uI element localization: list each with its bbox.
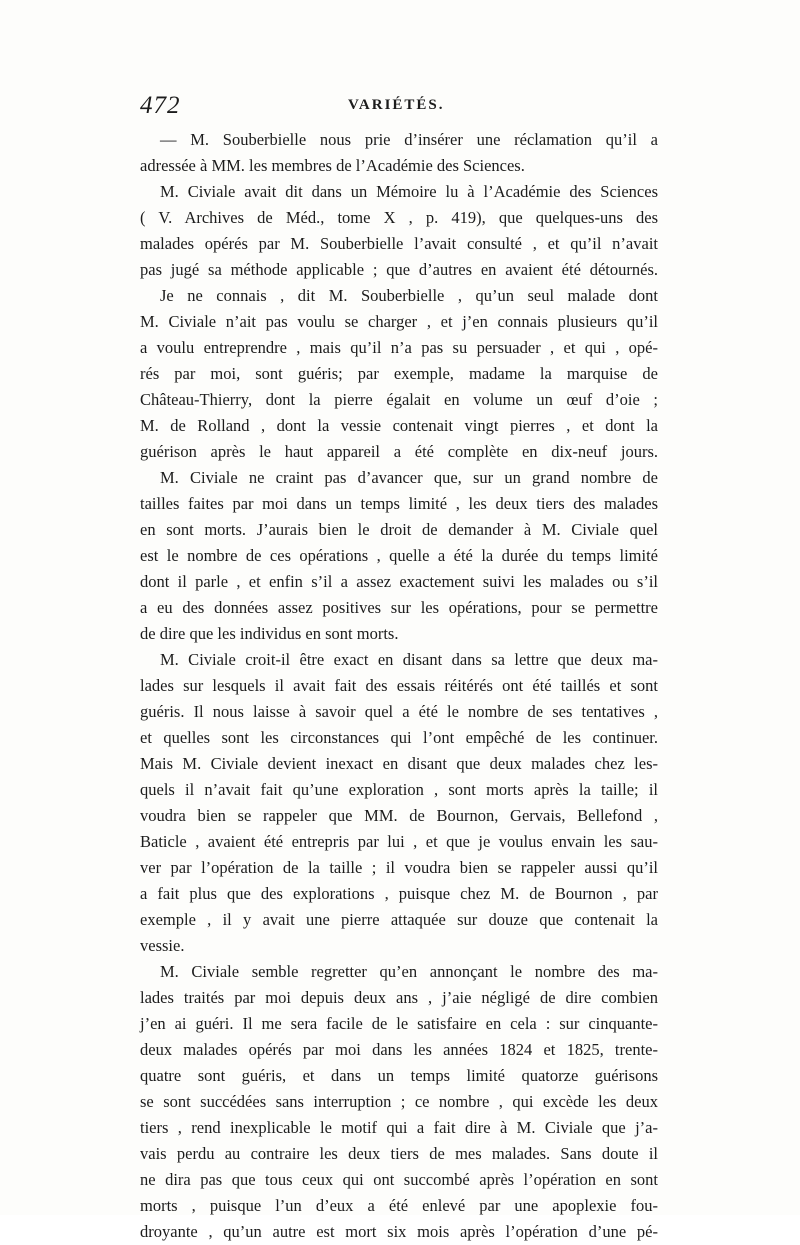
running-head: VARIÉTÉS. bbox=[348, 97, 445, 113]
text-line: exemple , il y avait une pierre attaquée sur douze que contenait la bbox=[140, 910, 658, 929]
text-line: M. Civiale n’ait pas voulu se charger , et j’en connais plusieurs qu’il bbox=[140, 312, 658, 331]
text-line: Château-Thierry, dont la pierre égalait en volume un œuf d’oie ; bbox=[140, 390, 658, 409]
text-line: a eu des données assez positives sur les opérations, pour se permettre bbox=[140, 598, 658, 617]
text-line: adressée à MM. les membres de l’Académie des Sciences. bbox=[140, 156, 525, 175]
text-line: a fait plus que des explorations , puisque chez M. de Bournon , par bbox=[140, 884, 658, 903]
text-line: se sont succédées sans interruption ; ce nombre , qui excède les deux bbox=[140, 1092, 658, 1111]
text-line: a voulu entreprendre , mais qu’il n’a pas su persuader , et qui , opé- bbox=[140, 338, 658, 357]
body-text bbox=[140, 127, 658, 1245]
text-line: — M. Souberbielle nous prie d’insérer une réclamation qu’il a bbox=[160, 130, 658, 149]
text-line: quatre sont guéris, et dans un temps limité quatorze guérisons bbox=[140, 1066, 658, 1085]
text-line: dont il parle , et enfin s’il a assez exactement suivi les malades ou s’il bbox=[140, 572, 658, 591]
text-line: voudra bien se rappeler que MM. de Bournon, Gervais, Bellefond , bbox=[140, 806, 658, 825]
text-line: est le nombre de ces opérations , quelle a été la durée du temps limité bbox=[140, 546, 658, 565]
text-line: lades traités par moi depuis deux ans , j’aie négligé de dire combien bbox=[140, 988, 658, 1007]
text-line: quels il n’avait fait qu’une exploration , sont morts après la taille; il bbox=[140, 780, 658, 799]
text-line: Mais M. Civiale devient inexact en disant que deux malades chez les- bbox=[140, 754, 658, 773]
text-line: M. de Rolland , dont la vessie contenait vingt pierres , et dont la bbox=[140, 416, 658, 435]
text-line: Baticle , avaient été entrepris par lui , et que je voulus envain les sau- bbox=[140, 832, 658, 851]
text-line: droyante , qu’un autre est mort six mois après l’opération d’une pé- bbox=[140, 1222, 658, 1241]
text-line: ( V. Archives de Méd., tome X , p. 419), que quelques-uns des bbox=[140, 208, 658, 227]
text-line: tailles faites par moi dans un temps limité , les deux tiers des malades bbox=[140, 494, 658, 513]
text-line: tiers , rend inexplicable le motif qui a fait dire à M. Civiale que j’a- bbox=[140, 1118, 658, 1137]
text-line: morts , puisque l’un d’eux a été enlevé par une apoplexie fou- bbox=[140, 1196, 658, 1215]
page-number: 472 bbox=[140, 92, 181, 119]
text-line: Je ne connais , dit M. Souberbielle , qu’un seul malade dont bbox=[160, 286, 658, 305]
text-line: rés par moi, sont guéris; par exemple, madame la marquise de bbox=[140, 364, 658, 383]
text-line: ver par l’opération de la taille ; il voudra bien se rappeler aussi qu’il bbox=[140, 858, 658, 877]
text-line: M. Civiale semble regretter qu’en annonçant le nombre des ma- bbox=[160, 962, 658, 981]
text-line: de dire que les individus en sont morts. bbox=[140, 624, 399, 643]
text-line: guéris. Il nous laisse à savoir quel a été le nombre de ses tentatives , bbox=[140, 702, 658, 721]
page-header bbox=[140, 92, 660, 122]
text-line: guérison après le haut appareil a été complète en dix-neuf jours. bbox=[140, 442, 658, 461]
text-line: M. Civiale avait dit dans un Mémoire lu à l’Académie des Sciences bbox=[160, 182, 658, 201]
text-line: et quelles sont les circonstances qui l’ont empêché de les continuer. bbox=[140, 728, 658, 747]
text-line: ne dira pas que tous ceux qui ont succombé après l’opération en sont bbox=[140, 1170, 658, 1189]
text-line: en sont morts. J’aurais bien le droit de demander à M. Civiale quel bbox=[140, 520, 658, 539]
text-line: pas jugé sa méthode applicable ; que d’autres en avaient été détournés. bbox=[140, 260, 658, 279]
text-line: lades sur lesquels il avait fait des essais réitérés ont été taillés et sont bbox=[140, 676, 658, 695]
text-line: M. Civiale croit-il être exact en disant dans sa lettre que deux ma- bbox=[160, 650, 658, 669]
text-line: M. Civiale ne craint pas d’avancer que, sur un grand nombre de bbox=[160, 468, 658, 487]
text-line: vais perdu au contraire les deux tiers de mes malades. Sans doute il bbox=[140, 1144, 658, 1163]
text-line: malades opérés par M. Souberbielle l’avait consulté , et qu’il n’avait bbox=[140, 234, 658, 253]
text-line: j’en ai guéri. Il me sera facile de le satisfaire en cela : sur cinquante- bbox=[140, 1014, 658, 1033]
text-line: deux malades opérés par moi dans les années 1824 et 1825, trente- bbox=[140, 1040, 658, 1059]
text-line: vessie. bbox=[140, 936, 185, 955]
